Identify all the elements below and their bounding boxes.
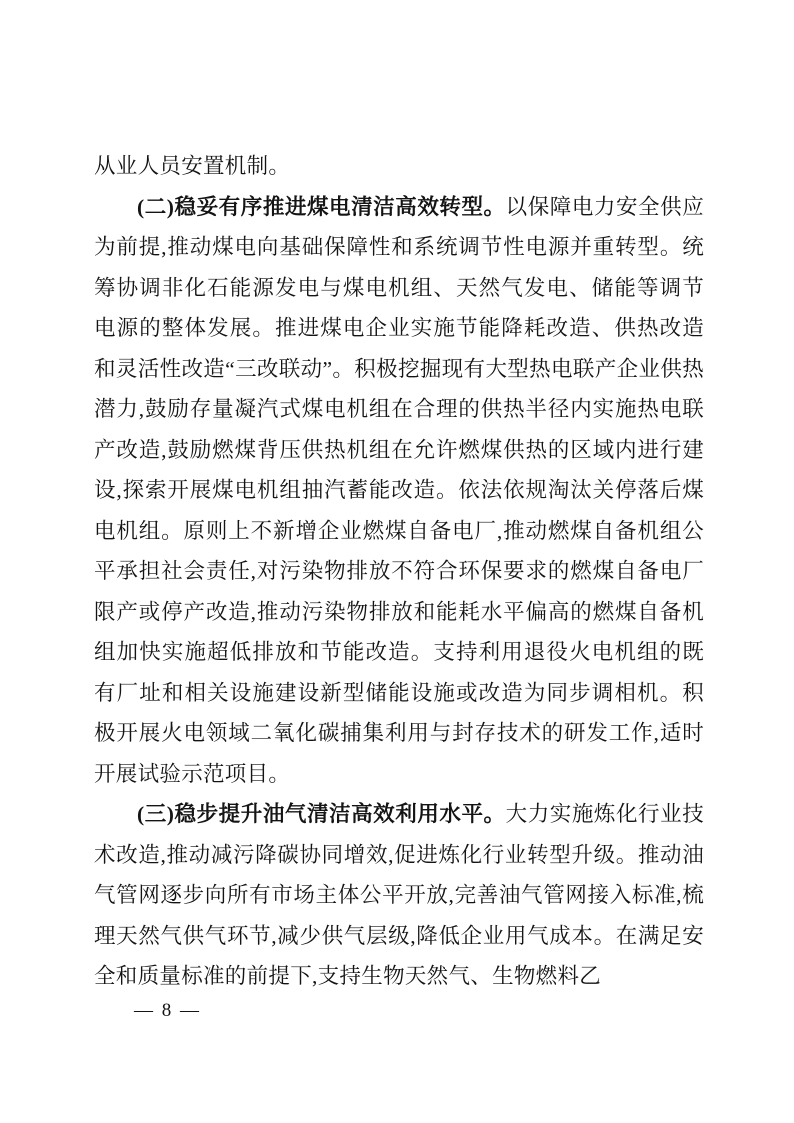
paragraph-section-3 xyxy=(94,794,704,997)
section-2-heading: (二)稳妥有序推进煤电清洁高效转型。 xyxy=(137,194,506,219)
section-3-body-text: 大力实施炼化行业技术改造,推动减污降碳协同增效,促进炼化行业转型升级。推动油气管网逐步向所有市场主体公平开放,完善油气管网接入标准,梳理天然气供气环节,减少供气层级,降低企业用气成本。在满足安全和质量标准的前提下,支持生物天然气、生物燃料乙 xyxy=(94,802,704,988)
section-3-heading: (三)稳步提升油气清洁高效利用水平。 xyxy=(137,802,506,826)
document-body xyxy=(94,146,704,997)
paragraph-section-2 xyxy=(94,187,704,795)
section-2-body-text: 以保障电力安全供应为前提,推动煤电向基础保障性和系统调节性电源并重转型。统筹协调非化石能源发电与煤电机组、天然气发电、储能等调节电源的整体发展。推进煤电企业实施节能降耗改造、供热改造和灵活性改造“三改联动”。积极挖掘现有大型热电联产企业供热潜力,鼓励存量凝汽式煤电机组在合理的供热半径内实施热电联产改造,鼓励燃煤背压供热机组在允许燃煤供热的区域内进行建设,探索开展煤电机组抽汽蓄能改造。依法依规淘汰关停落后煤电机组。原则上不新增企业燃煤自备电厂,推动燃煤自备机组公平承担社会责任,对污染物排放不符合环保要求的燃煤自备电厂限产或停产改造,推动污染物排放和能耗水平偏高的燃煤自备机组加快实施超低排放和节能改造。支持利用退役火电机组的既有厂址和相关设施建设新型储能设施或改造为同步调相机。积极开展火电领域二氧化碳捕集利用与封存技术的研发工作,适时开展试验示范项目。 xyxy=(94,194,704,786)
page-number: — 8 — xyxy=(134,1000,201,1021)
paragraph-continuation: 从业人员安置机制。 xyxy=(94,154,291,178)
